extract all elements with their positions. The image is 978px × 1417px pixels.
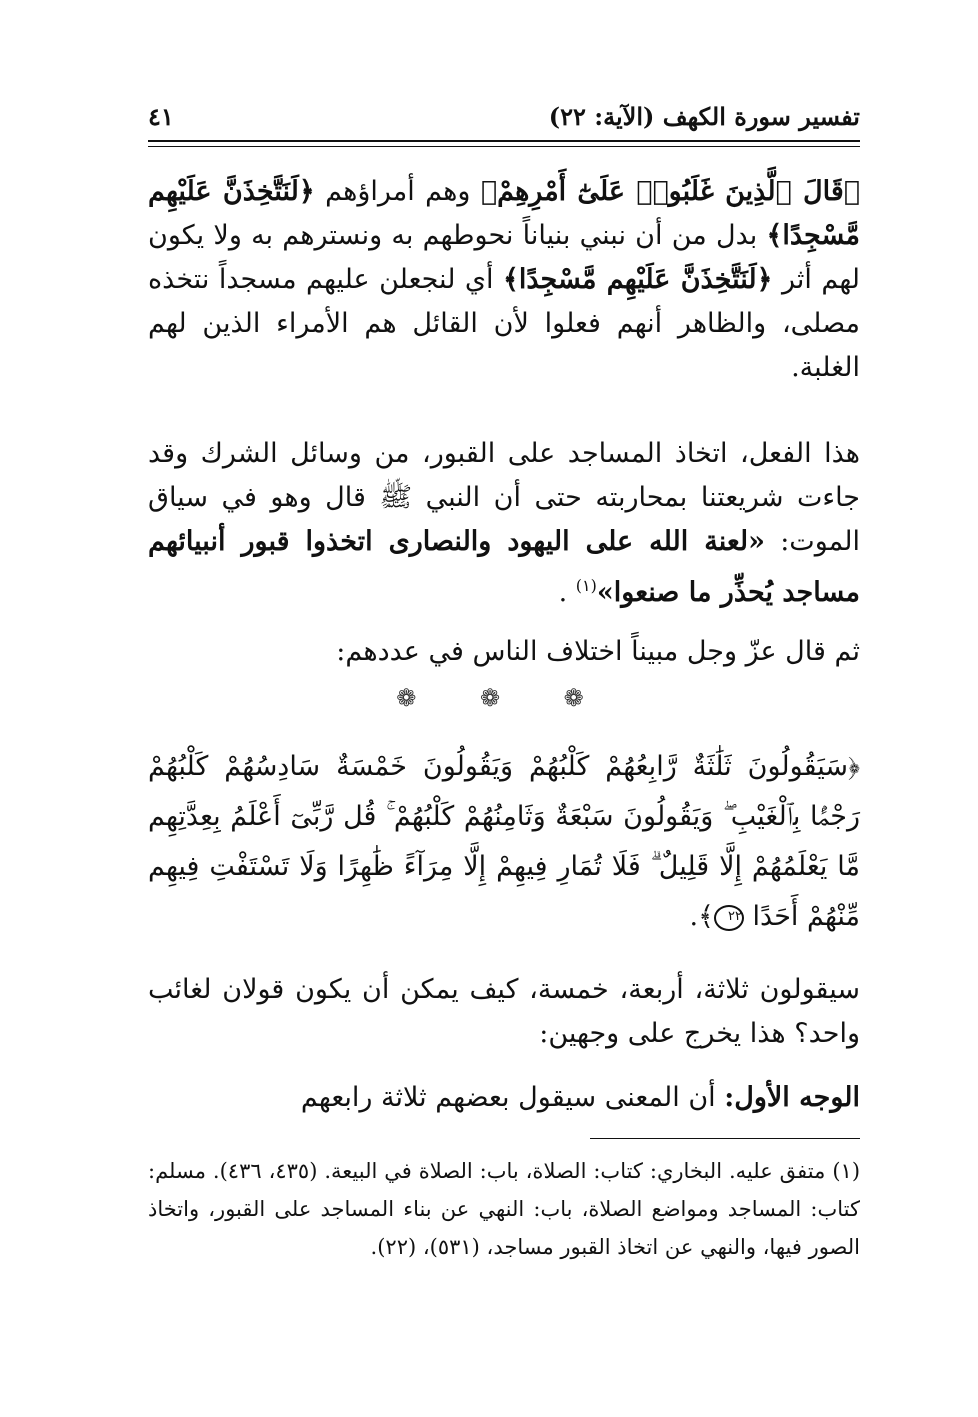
paragraph-text: أي لنجعلن عليهم مسجداً نتخذه مصلى، والظاهر أنهم فعلوا لأن القائل هم الأمراء الذين لهم الغلبة.	[148, 264, 860, 383]
page-header	[148, 96, 860, 136]
quran-quote: ﴿لَنَتَّخِذَنَّ عَلَيْهِم مَّسْجِدًا﴾	[503, 264, 773, 295]
verse-text: ﴿سَيَقُولُونَ ثَلَٰثَةٌ رَّابِعُهُمْ كَلْبُهُمْ وَيَقُولُونَ خَمْسَةٌ سَادِسُهُمْ كَلْبُهُمْ رَجْمًۢا بِٱلْغَيْبِ ۖ وَيَقُولُونَ سَبْعَةٌ وَثَامِنُهُمْ كَلْبُهُمْ ۚ قُل رَّبِّىٓ أَعْلَمُ بِعِدَّتِهِم مَّا يَعْلَمُهُمْ إِلَّا قَلِيلٌ ۗ فَلَا تُمَارِ فِيهِمْ إِلَّا مِرَآءً ظَٰهِرًا وَلَا تَسْتَفْتِ فِيهِم مِّنْهُمْ أَحَدًا	[148, 751, 860, 932]
paragraph-text: أن المعنى سيقول بعضهم ثلاثة رابعهم	[300, 1082, 725, 1113]
paragraph-5	[148, 1076, 860, 1120]
paragraph-2	[148, 432, 860, 615]
paragraph-text: .	[558, 577, 576, 608]
ayah-number-mark: ٢٢	[714, 905, 744, 931]
quran-quote: ﴿قَالَ ٱلَّذِينَ غَلَبُوا۟ عَلَىٰٓ أَمْرِهِمْ﴾	[480, 176, 860, 207]
hadith-quote: «لعنة الله على اليهود والنصارى اتخذوا قبور أنبيائهم مساجد يُحذِّر ما صنعوا»	[148, 526, 860, 608]
paragraph-3: ثم قال عزّ وجل مبيناً اختلاف الناس في عددهم:	[336, 636, 860, 667]
paragraph-text: بدل من أن نبني بنياناً نحوطهم به ونسترهم به ولا يكون لهم أثر	[148, 220, 860, 295]
section-separator: ❁ ❁ ❁	[396, 684, 612, 712]
quran-quote: ﴿لَنَتَّخِذَنَّ عَلَيْهِم مَّسْجِدًا﴾	[148, 176, 860, 251]
header-rule-thick	[148, 140, 860, 142]
paragraph-text: هذا الفعل، اتخاذ المساجد على القبور، من وسائل الشرك وقد جاءت شريعتنا بمحاربته حتى أن النبي ﷺ قال وهو في سياق الموت:	[148, 438, 860, 557]
section-label: الوجه الأول:	[724, 1082, 860, 1113]
paragraph-1	[148, 170, 860, 390]
footnote-reference[interactable]: (١)	[575, 576, 597, 595]
footnote: (١) متفق عليه. البخاري: كتاب: الصلاة، باب: الصلاة في البيعة. (٤٣٥، ٤٣٦). مسلم: كتاب: المساجد ومواضع الصلاة، باب: النهي عن بناء المساجد على القبور، واتخاذ الصور فيها، والنهي عن اتخاذ القبور مساجد، (٥٣١)، (٢٢).	[148, 1159, 861, 1259]
paragraph-text: وهم أمراؤهم	[314, 176, 481, 207]
quran-verse	[148, 742, 860, 942]
footnote-separator	[590, 1138, 860, 1139]
running-title: تفسير سورة الكهف (الآية: ٢٢)	[548, 101, 860, 131]
page-number: ٤١	[148, 101, 174, 131]
header-rule-thin	[148, 146, 860, 147]
verse-close: ﴾.	[689, 901, 714, 932]
paragraph-4: سيقولون ثلاثة، أربعة، خمسة، كيف يمكن أن يكون قولان لغائب واحد؟ هذا يخرج على وجهين:	[148, 974, 860, 1049]
